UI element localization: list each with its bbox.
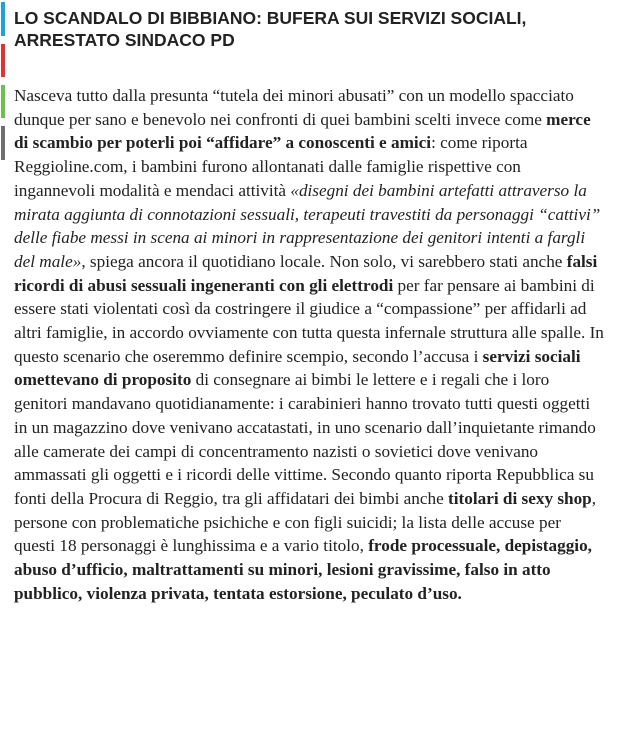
text-segment: , persone con problematiche psichiche e con figli suicidi; la lista delle accuse per questi 18 personaggi è lunghissima e a vario titolo, bbox=[14, 488, 597, 556]
text-segment: Nasceva tutto dalla presunta “tutela dei minori abusati” con un modello spacciato dunque per sano e benevolo nei confronti di quei bambini scelti invece come bbox=[14, 86, 574, 129]
italic-quote: «disegni dei bambini artefatti attraverso la mirata aggiunta di connotazioni sessuali, terapeuti travestiti da personaggi “cattivi” delle fiabe messi in scena ai minori in rappresentazione dei genitori intenti a fargli del male» bbox=[14, 180, 601, 271]
bold-phrase: falsi ricordi di abusi sessuali ingeneranti con gli elettrodi bbox=[14, 251, 598, 295]
bold-phrase: servizi sociali omettevano di proposito bbox=[14, 346, 581, 390]
article-title bbox=[14, 7, 614, 51]
article-paragraph bbox=[14, 84, 604, 605]
text-segment: : come riporta Reggioline.com, i bambini furono allontanati dalle famiglie rispettive con ingannevoli modalità e mendaci attività bbox=[14, 133, 528, 200]
accent-stripe-gray bbox=[1, 126, 5, 160]
text-segment: di consegnare ai bimbi le lettere e i regali che i loro genitori mandavano quotidianamente: i carabinieri hanno trovato tutti questi oggetti in un magazzino dove venivano accatastati, in uno scenario dall’inquietante rimando alle camerate dei campi di concentramento nazisti o sovietici dove venivano ammassati gli oggetti e i ricordi delle vittime. Secondo quanto riporta Repubblica su fonti della Procura di Reggio, tra gli affidatari dei bimbi anche bbox=[14, 370, 596, 508]
accent-stripe-blue bbox=[1, 2, 5, 36]
article-title-line-1: LO SCANDALO DI BIBBIANO: BUFERA SUI SERVIZI SOCIALI, bbox=[14, 8, 527, 28]
text-segment: per far pensare ai bambini di essere stati violentati così da costringere il giudice a “compassione” per affidarli ad altri famiglie, in accordo ovviamente con tutta questa infernale struttura alle spalle. In questo scenario che oseremmo definire scempio, secondo l’accusa i bbox=[14, 275, 604, 366]
bold-phrase: merce di scambio per poterli poi “affidare” a conoscenti e amici bbox=[14, 109, 591, 153]
article-title-line-2: ARRESTATO SINDACO PD bbox=[14, 30, 235, 50]
bold-phrase: titolari di sexy shop bbox=[448, 488, 592, 508]
bold-phrase: frode processuale, depistaggio, abuso d’ufficio, maltrattamenti su minori, lesioni gravissime, falso in atto pubblico, violenza privata, tentata estorsione, peculato d’uso. bbox=[14, 536, 592, 603]
accent-stripe-green bbox=[1, 85, 5, 118]
accent-stripe-red bbox=[1, 44, 5, 77]
text-segment: , spiega ancora il quotidiano locale. Non solo, vi sarebbero stati anche bbox=[81, 251, 567, 271]
